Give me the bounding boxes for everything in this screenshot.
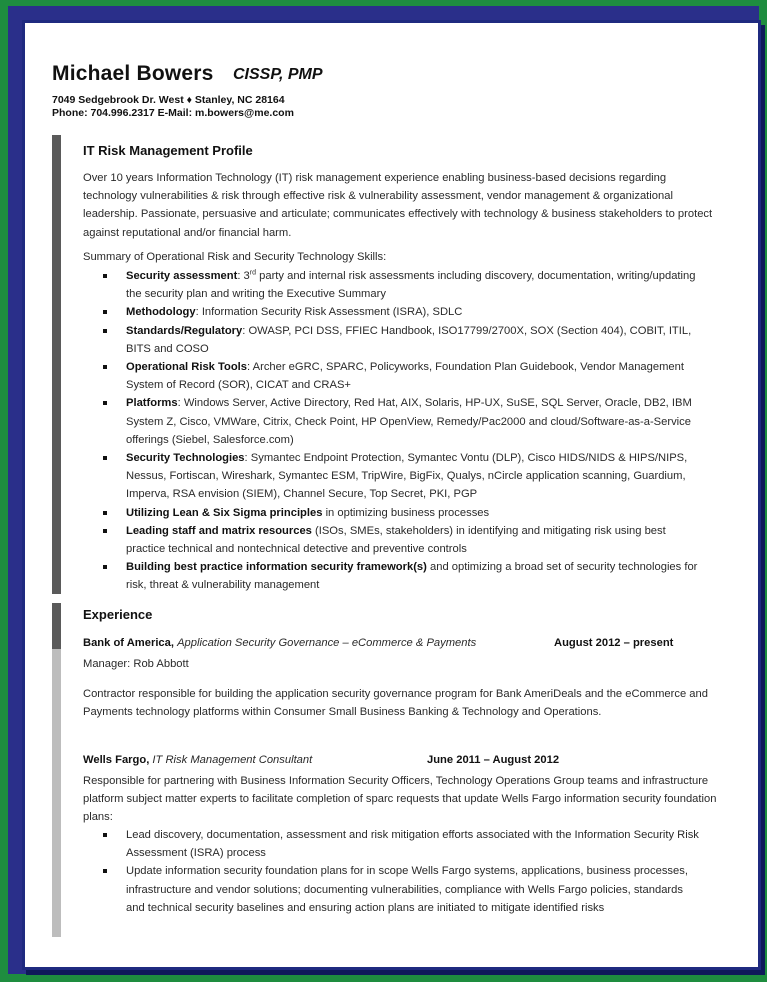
job-description: Responsible for partnering with Business Information Security Officers, Technology Operations Group teams and infrastructure platform subject matter experts to facilitate completion of sparc requests that update Wells Fargo information security foundation plans:	[83, 775, 717, 824]
list-item: Operational Risk Tools: Archer eGRC, SPARC, Policyworks, Foundation Plan Guidebook, Vendor Management System of Record (SOR), CICAT and CRAS+	[83, 358, 703, 394]
bullet-icon	[103, 274, 107, 278]
skills-list	[83, 267, 703, 595]
skill-text: in optimizing business processes	[325, 506, 490, 519]
resume-page	[22, 20, 761, 970]
job-company: Bank of America, Application Security Governance – eCommerce & Payments	[83, 637, 477, 649]
profile-heading: IT Risk Management Profile	[83, 143, 253, 158]
profile-summary	[83, 169, 723, 242]
skill-label: Utilizing Lean & Six Sigma principles	[126, 506, 323, 519]
list-item	[83, 504, 703, 522]
contact-line: Phone: 704.996.2317 E-Mail: m.bowers@me.com	[52, 107, 294, 119]
skill-label: Building best practice information security framework(s)	[126, 561, 427, 574]
skill-text: Information Security Risk Assessment (ISRA), SDLC	[201, 306, 463, 319]
list-item: Methodology: Information Security Risk Assessment (ISRA), SDLC	[83, 303, 703, 321]
bullet-icon	[103, 310, 107, 314]
job-bullets	[83, 826, 703, 917]
bullet-icon	[103, 529, 107, 533]
skill-text: Symantec Endpoint Protection, Symantec Vontu (DLP), Cisco HIDS/NIDS & HIPS/NIPS, Nessus, Fortiscan, Wireshark, Symantec ESM, TripWire, BigFix, Qualys, nCircle application scanning, Guardium, Imperva, RSA envision (SIEM), Channel Secure, Top Secret, PKI, PGP	[126, 452, 688, 501]
bullet-icon	[103, 456, 107, 460]
skill-text: Windows Server, Active Directory, Red Hat, AIX, Solaris, HP-UX, SuSE, SQL Server, Oracle, DB2, IBM System Z, Cisco, VMWare, Citrix, Check Point, HP OpenView, Remedy/Pac2000 and cloud/Software-as-a-Service offerings (Siebel, Salesforce.com)	[126, 397, 692, 446]
bullet-icon	[103, 329, 107, 333]
list-item: Lead discovery, documentation, assessment and risk mitigation efforts associated with the Information Security Risk Assessment (ISRA) process	[83, 826, 703, 862]
skill-text: party and internal risk assessments including discovery, documentation, writing/updating the security plan and writing the Executive Summary	[126, 270, 696, 301]
skill-text: (ISOs, SMEs, stakeholders) in identifying and mitigating risk using best practice technical and nontechnical detective and preventive controls	[126, 524, 666, 556]
profile-section-bar	[52, 135, 61, 594]
bullet-icon	[103, 833, 107, 837]
skill-label: Methodology	[126, 306, 196, 319]
skill-label: Security Technologies	[126, 452, 245, 465]
bullet-icon	[103, 401, 107, 405]
job-role: Application Security Governance – eCommerce & Payments	[177, 637, 477, 649]
list-item: Security Technologies: Symantec Endpoint Protection, Symantec Vontu (DLP), Cisco HIDS/NIDS & HIPS/NIPS, Nessus, Fortiscan, Wireshark, Symantec ESM, TripWire, BigFix, Qualys, nCircle application scanning, Guardium, Imperva, RSA envision (SIEM), Channel Secure, Top Secret, PKI, PGP	[83, 449, 703, 504]
candidate-name: Michael Bowers	[52, 62, 214, 85]
credentials: CISSP, PMP	[233, 66, 323, 83]
job-company: Wells Fargo, IT Risk Management Consultant	[83, 754, 313, 766]
job-dates: June 2011 – August 2012	[427, 754, 560, 766]
skill-label: Platforms	[126, 397, 178, 410]
experience-section-bar	[52, 603, 61, 937]
skill-label: Security assessment	[126, 270, 238, 282]
bullet-icon	[103, 511, 107, 515]
list-item	[83, 558, 703, 594]
list-item: Update information security foundation plans for in scope Wells Fargo systems, applications, business processes, infrastructure and vendor solutions; documenting vulnerabilities, compliance with Wells Fargo policies, standards and technical security baselines and ensuring action plans are initiated to mitigate identified risks	[83, 862, 703, 917]
skill-text: OWASP, PCI DSS, FFIEC Handbook, ISO17799/2700X, SOX (Section 404), COBIT, ITIL, BITS and COSO	[126, 324, 692, 355]
bullet-icon	[103, 869, 107, 873]
skill-label: Leading staff and matrix resources	[126, 524, 312, 537]
skill-text: and optimizing a broad set of security technologies for risk, threat & vulnerability management	[126, 561, 698, 592]
experience-heading: Experience	[83, 607, 153, 622]
skills-intro: Summary of Operational Risk and Security Technology Skills:	[83, 251, 387, 263]
list-item: Standards/Regulatory: OWASP, PCI DSS, FFIEC Handbook, ISO17799/2700X, SOX (Section 404), COBIT, ITIL, BITS and COSO	[83, 322, 703, 358]
document-frame	[8, 6, 759, 974]
address-line: 7049 Sedgebrook Dr. West ♦ Stanley, NC 28164	[52, 94, 285, 106]
list-item: Platforms: Windows Server, Active Directory, Red Hat, AIX, Solaris, HP-UX, SuSE, SQL Server, Oracle, DB2, IBM System Z, Cisco, VMWare, Citrix, Check Point, HP OpenView, Remedy/Pac2000 and cloud/Software-as-a-Service offerings (Siebel, Salesforce.com)	[83, 394, 703, 449]
job-dates: August 2012 – present	[554, 637, 674, 649]
job-role: IT Risk Management Consultant	[152, 754, 313, 766]
list-item: Security assessment: 3rd party and internal risk assessments including discovery, documentation, writing/updating the security plan and writing the Executive Summary	[83, 267, 703, 303]
job-manager: Manager: Rob Abbott	[83, 658, 189, 670]
skill-label: Standards/Regulatory	[126, 324, 243, 337]
list-item	[83, 522, 703, 558]
bullet-icon	[103, 565, 107, 569]
skill-text: Archer eGRC, SPARC, Policyworks, Foundation Plan Guidebook, Vendor Management System of Record (SOR), CICAT and CRAS+	[126, 361, 684, 392]
skill-label: Operational Risk Tools	[126, 361, 248, 374]
bullet-icon	[103, 365, 107, 369]
profile-summary-text: Over 10 years Information Technology (IT) risk management experience enabling business-based decisions regarding technology vulnerabilities & risk through effective risk & vulnerability assessment, vendor management & organizational leadership. Passionate, persuasive and articulate; communicates effectively with technology & business stakeholders to protect against reputational and/or financial harm.	[83, 172, 713, 239]
job-description: Contractor responsible for building the application security governance program for Bank AmeriDeals and the eCommerce and Payments technology platforms within Consumer Small Business Banking & Technology and Operations.	[83, 688, 708, 719]
